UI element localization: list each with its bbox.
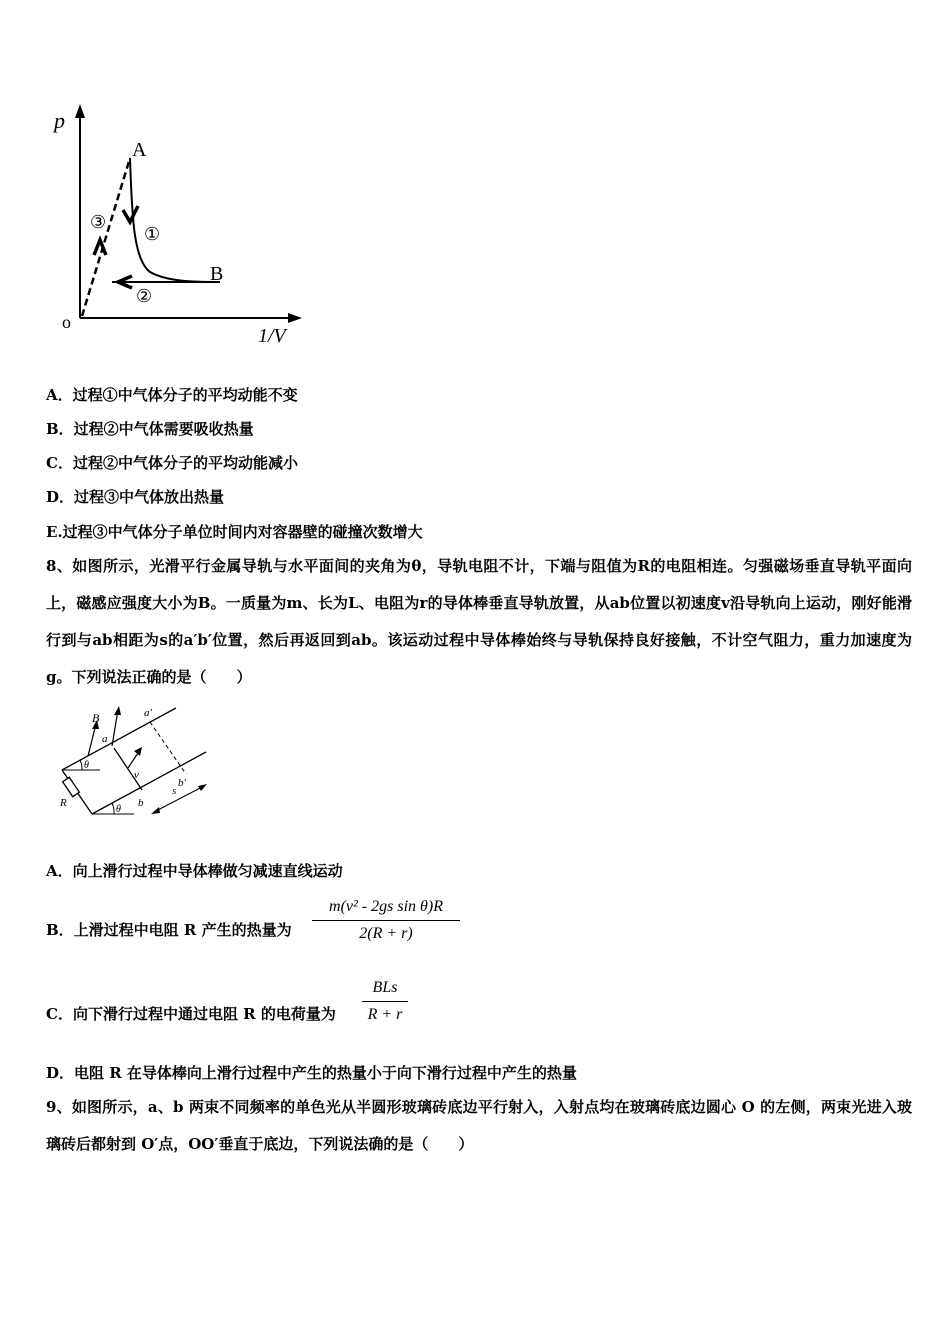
rail-diagram bbox=[54, 702, 224, 830]
label-p: p bbox=[54, 108, 65, 133]
label-1-over-V: 1/V bbox=[258, 325, 286, 347]
q8-option-c-fraction bbox=[362, 979, 408, 1024]
angle-arc-bottom bbox=[112, 803, 114, 814]
distance-s-arrow-right bbox=[198, 784, 207, 791]
pv-diagram bbox=[50, 100, 310, 350]
label-A: A bbox=[132, 139, 147, 161]
q8-option-d: D．电阻 R 在导体棒向上滑行过程中产生的热量小于向下滑行过程中产生的热量 bbox=[46, 1064, 577, 1082]
q7-option-b: B．过程②中气体需要吸收热量 bbox=[46, 420, 254, 438]
label-a: a bbox=[102, 733, 108, 745]
q8-option-c-numerator: BLs bbox=[362, 979, 408, 1002]
q8-option-a: A．向上滑行过程中导体棒做匀减速直线运动 bbox=[46, 862, 343, 880]
label-B-field: B bbox=[92, 711, 100, 725]
q8-stem: 8、如图所示，光滑平行金属导轨与水平面间的夹角为θ，导轨电阻不计，下端与阻值为R的电阻相连。匀强磁场垂直导轨平面向上，磁感应强度大小为B。一质量为m、长为L、电阻为r的导体棒垂直导轨放置，从ab位置以初速度v沿导轨向上运动，刚好能滑行到与ab相距为s的a′b′位置，然后再返回到ab。该运动过程中导体棒始终与导轨保持良好接触，不计空气阻力，重力加速度为g。下列说法正确的是（ ） bbox=[46, 557, 912, 686]
q7-option-d: D．过程③中气体放出热量 bbox=[46, 488, 225, 506]
arrow-down-icon bbox=[123, 206, 138, 222]
process-3-line bbox=[82, 158, 130, 316]
q7-option-a: A．过程①中气体分子的平均动能不变 bbox=[46, 386, 298, 404]
marker-2: ② bbox=[136, 286, 153, 306]
label-b-prime: b′ bbox=[178, 777, 186, 789]
q8-option-c-denominator: R + r bbox=[367, 1006, 403, 1023]
label-theta-top: θ bbox=[84, 760, 89, 771]
x-axis-arrow bbox=[288, 313, 302, 323]
q8-option-b-fraction bbox=[312, 898, 460, 943]
resistor bbox=[63, 777, 80, 796]
upper-rail bbox=[62, 708, 176, 770]
label-s: s bbox=[172, 785, 177, 797]
label-origin: o bbox=[62, 312, 71, 332]
distance-s-arrow-left bbox=[151, 807, 160, 814]
q7-option-c: C．过程②中气体分子的平均动能减小 bbox=[46, 454, 298, 472]
label-a-prime: a′ bbox=[144, 707, 152, 719]
q8-option-b-denominator: 2(R + r) bbox=[359, 925, 413, 942]
process-1-curve bbox=[130, 158, 220, 282]
lower-rail bbox=[92, 752, 206, 814]
q8-option-b-numerator: m(v² - 2gs sin θ)R bbox=[312, 898, 460, 921]
angle-arc-top bbox=[80, 760, 82, 770]
marker-1: ① bbox=[144, 224, 161, 244]
label-R: R bbox=[60, 797, 67, 809]
marker-3: ③ bbox=[90, 212, 107, 232]
velocity-arrow-head bbox=[134, 747, 142, 756]
label-B: B bbox=[210, 263, 224, 285]
label-b: b bbox=[138, 797, 144, 809]
q8-option-c: C．向下滑行过程中通过电阻 R 的电荷量为 bbox=[46, 1005, 336, 1023]
q8-option-b: B．上滑过程中电阻 R 产生的热量为 bbox=[46, 921, 292, 939]
q9-stem: 9、如图所示，a、b 两束不同频率的单色光从半圆形玻璃砖底边平行射入，入射点均在玻璃砖底边圆心 O 的左侧，两束光进入玻璃砖后都射到 O′点，OO′垂直于底边，下列说法确的是（ ） bbox=[46, 1098, 912, 1153]
q7-option-e: E.过程③中气体分子单位时间内对容器壁的碰撞次数增大 bbox=[46, 523, 423, 541]
distance-s-line bbox=[154, 786, 204, 812]
y-axis-arrow bbox=[75, 104, 85, 118]
b-field-arrow-2-head bbox=[114, 706, 121, 715]
label-theta-bottom: θ bbox=[116, 804, 121, 815]
label-v: v bbox=[134, 769, 139, 781]
